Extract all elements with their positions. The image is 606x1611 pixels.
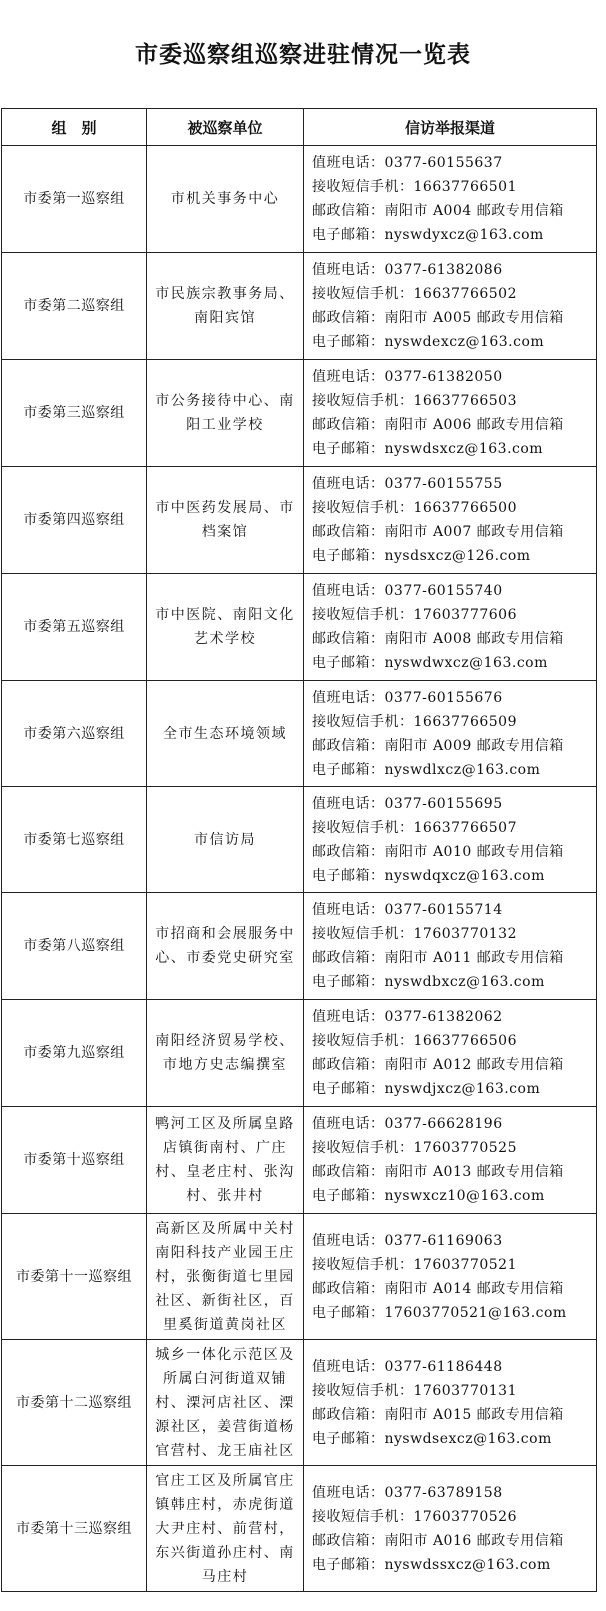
phone-label: 值班电话：: [312, 689, 385, 706]
email-value: nyswdssxcz@163.com: [384, 1556, 551, 1573]
email-value: 17603770521@163.com: [384, 1304, 567, 1321]
unit-cell: 高新区及所属中关村南阳科技产业园王庄村，张衡街道七里园社区、新街社区，百里奚街道黄岗社区: [147, 1214, 304, 1340]
channel-cell: [304, 467, 597, 574]
sms-line: [312, 816, 592, 840]
channel-cell: [304, 1107, 597, 1214]
unit-cell: 城乡一体化示范区及所属白河街道双铺村、溧河店社区、溧源社区，姜营街道杨官营村、龙王庙社区: [147, 1340, 304, 1466]
sms-value: 16637766506: [413, 1033, 517, 1049]
unit-cell: 南阳经济贸易学校、市地方史志编撰室: [147, 1000, 304, 1107]
group-cell: 市委第一巡察组: [2, 146, 147, 253]
mail-value: 南阳市 A009 邮政专用信箱: [384, 737, 564, 754]
table-row: [2, 360, 597, 467]
phone-label: 值班电话：: [312, 155, 385, 171]
table-row: [2, 1000, 597, 1107]
sms-line: [312, 496, 592, 520]
phone-line: [312, 365, 592, 389]
table-row: [2, 253, 597, 360]
sms-line: [312, 175, 592, 199]
mail-line: [312, 1403, 592, 1427]
phone-label: 值班电话：: [312, 1484, 385, 1501]
phone-label: 值班电话：: [312, 262, 385, 278]
mail-value: 南阳市 A012 邮政专用信箱: [384, 1057, 564, 1073]
sms-label: 接收短信手机：: [312, 393, 414, 409]
header-unit: 被巡察单位: [147, 109, 304, 146]
unit-cell: 全市生态环境领域: [147, 681, 304, 787]
group-cell: 市委第十巡察组: [2, 1107, 147, 1214]
mail-label: 邮政信箱：: [312, 524, 385, 540]
email-value: nyswdlxcz@163.com: [384, 761, 541, 778]
email-value: nysdsxcz@126.com: [384, 548, 531, 564]
phone-value: 0377-60155755: [384, 476, 503, 492]
phone-label: 值班电话：: [312, 476, 385, 492]
group-cell: 市委第十一巡察组: [2, 1214, 147, 1340]
email-line: [312, 758, 592, 782]
email-line: [312, 970, 592, 994]
mail-label: 邮政信箱：: [312, 1406, 385, 1423]
mail-value: 南阳市 A008 邮政专用信箱: [384, 631, 564, 647]
email-label: 电子邮箱：: [312, 1304, 385, 1321]
sms-label: 接收短信手机：: [312, 500, 414, 516]
sms-label: 接收短信手机：: [312, 713, 414, 730]
sms-value: 16637766507: [413, 819, 517, 836]
mail-line: [312, 1529, 592, 1553]
sms-label: 接收短信手机：: [312, 179, 414, 195]
sms-value: 17603777606: [413, 607, 517, 623]
phone-label: 值班电话：: [312, 1358, 385, 1375]
mail-label: 邮政信箱：: [312, 417, 385, 433]
table-row: [2, 1466, 597, 1592]
email-label: 电子邮箱：: [312, 974, 385, 990]
unit-cell: 市民族宗教事务局、南阳宾馆: [147, 253, 304, 360]
phone-label: 值班电话：: [312, 902, 385, 918]
sms-line: [312, 710, 592, 734]
email-line: [312, 864, 592, 888]
sms-value: 17603770526: [413, 1508, 517, 1525]
phone-label: 值班电话：: [312, 1009, 385, 1025]
unit-cell: 市信访局: [147, 787, 304, 893]
phone-line: [312, 792, 592, 816]
mail-line: [312, 199, 592, 223]
group-cell: 市委第九巡察组: [2, 1000, 147, 1107]
email-value: nyswdqxcz@163.com: [384, 867, 545, 884]
mail-value: 南阳市 A010 邮政专用信箱: [384, 843, 564, 860]
channel-cell: [304, 360, 597, 467]
email-label: 电子邮箱：: [312, 655, 385, 671]
unit-cell: 市中医药发展局、市档案馆: [147, 467, 304, 574]
group-cell: 市委第二巡察组: [2, 253, 147, 360]
sms-label: 接收短信手机：: [312, 1382, 414, 1399]
email-label: 电子邮箱：: [312, 334, 385, 350]
phone-value: 0377-61169063: [384, 1232, 503, 1249]
mail-line: [312, 306, 592, 330]
channel-cell: [304, 1466, 597, 1592]
phone-label: 值班电话：: [312, 583, 385, 599]
sms-label: 接收短信手机：: [312, 607, 414, 623]
header-row: [2, 109, 597, 146]
email-label: 电子邮箱：: [312, 548, 385, 564]
mail-line: [312, 413, 592, 437]
sms-value: 17603770132: [413, 926, 517, 942]
unit-cell: 鸭河工区及所属皇路店镇街南村、广庄村、皇老庄村、张沟村、张井村: [147, 1107, 304, 1214]
phone-value: 0377-60155676: [384, 689, 503, 706]
group-cell: 市委第十二巡察组: [2, 1340, 147, 1466]
phone-line: [312, 579, 592, 603]
phone-label: 值班电话：: [312, 369, 385, 385]
table-row: [2, 574, 597, 681]
sms-label: 接收短信手机：: [312, 286, 414, 302]
mail-value: 南阳市 A011 邮政专用信箱: [384, 950, 564, 966]
phone-line: [312, 1481, 592, 1505]
sms-value: 17603770521: [413, 1256, 517, 1273]
sms-value: 16637766509: [413, 713, 517, 730]
mail-value: 南阳市 A016 邮政专用信箱: [384, 1532, 564, 1549]
table-row: [2, 1214, 597, 1340]
email-label: 电子邮箱：: [312, 761, 385, 778]
email-line: [312, 651, 592, 675]
mail-label: 邮政信箱：: [312, 1280, 385, 1297]
group-cell: 市委第十三巡察组: [2, 1466, 147, 1592]
email-value: nyswdwxcz@163.com: [384, 655, 548, 671]
phone-line: [312, 1355, 592, 1379]
sms-line: [312, 1253, 592, 1277]
email-line: [312, 544, 592, 568]
unit-cell: 市招商和会展服务中心、市委党史研究室: [147, 893, 304, 1000]
sms-line: [312, 389, 592, 413]
channel-cell: [304, 893, 597, 1000]
email-line: [312, 223, 592, 247]
mail-line: [312, 1160, 592, 1184]
mail-value: 南阳市 A014 邮政专用信箱: [384, 1280, 564, 1297]
patrol-table: [1, 108, 597, 1592]
table-row: [2, 146, 597, 253]
sms-line: [312, 282, 592, 306]
channel-cell: [304, 1340, 597, 1466]
table-row: [2, 893, 597, 1000]
group-cell: 市委第六巡察组: [2, 681, 147, 787]
page-title: 市委巡察组巡察进驻情况一览表: [135, 41, 471, 68]
mail-line: [312, 734, 592, 758]
phone-line: [312, 898, 592, 922]
email-value: nyswdjxcz@163.com: [384, 1081, 541, 1097]
phone-label: 值班电话：: [312, 1232, 385, 1249]
mail-value: 南阳市 A015 邮政专用信箱: [384, 1406, 564, 1423]
sms-value: 16637766503: [413, 393, 517, 409]
email-value: nyswdsxcz@163.com: [384, 441, 544, 457]
email-line: [312, 1427, 592, 1451]
table-row: [2, 681, 597, 787]
mail-label: 邮政信箱：: [312, 737, 385, 754]
group-cell: 市委第七巡察组: [2, 787, 147, 893]
sms-line: [312, 1136, 592, 1160]
email-label: 电子邮箱：: [312, 441, 385, 457]
group-cell: 市委第四巡察组: [2, 467, 147, 574]
phone-value: 0377-60155695: [384, 795, 503, 812]
phone-value: 0377-66628196: [384, 1116, 503, 1132]
sms-label: 接收短信手机：: [312, 1140, 414, 1156]
mail-line: [312, 520, 592, 544]
phone-label: 值班电话：: [312, 795, 385, 812]
sms-line: [312, 1029, 592, 1053]
phone-line: [312, 686, 592, 710]
email-label: 电子邮箱：: [312, 1081, 385, 1097]
channel-cell: [304, 787, 597, 893]
mail-label: 邮政信箱：: [312, 1164, 385, 1180]
mail-line: [312, 1277, 592, 1301]
email-value: nyswxcz10@163.com: [384, 1188, 545, 1204]
phone-line: [312, 151, 592, 175]
channel-cell: [304, 253, 597, 360]
phone-line: [312, 1005, 592, 1029]
phone-label: 值班电话：: [312, 1116, 385, 1132]
mail-label: 邮政信箱：: [312, 310, 385, 326]
email-label: 电子邮箱：: [312, 1556, 385, 1573]
channel-cell: [304, 146, 597, 253]
email-line: [312, 1184, 592, 1208]
table-row: [2, 1340, 597, 1466]
sms-value: 16637766500: [413, 500, 517, 516]
group-cell: 市委第八巡察组: [2, 893, 147, 1000]
email-label: 电子邮箱：: [312, 227, 385, 243]
email-value: nyswdsexcz@163.com: [384, 1430, 552, 1447]
phone-value: 0377-61186448: [384, 1358, 503, 1375]
mail-value: 南阳市 A007 邮政专用信箱: [384, 524, 564, 540]
sms-line: [312, 1505, 592, 1529]
unit-cell: 市中医院、南阳文化艺术学校: [147, 574, 304, 681]
mail-line: [312, 627, 592, 651]
sms-line: [312, 922, 592, 946]
sms-value: 17603770131: [413, 1382, 517, 1399]
header-group: 组 别: [2, 109, 147, 146]
mail-label: 邮政信箱：: [312, 843, 385, 860]
email-value: nyswdbxcz@163.com: [384, 974, 545, 990]
email-value: nyswdyxcz@163.com: [384, 227, 544, 243]
group-cell: 市委第五巡察组: [2, 574, 147, 681]
unit-cell: 市机关事务中心: [147, 146, 304, 253]
table-row: [2, 1107, 597, 1214]
mail-line: [312, 946, 592, 970]
mail-label: 邮政信箱：: [312, 203, 385, 219]
sms-label: 接收短信手机：: [312, 1033, 414, 1049]
sms-label: 接收短信手机：: [312, 926, 414, 942]
table-row: [2, 787, 597, 893]
phone-value: 0377-61382062: [384, 1009, 503, 1025]
email-line: [312, 1077, 592, 1101]
header-channel: 信访举报渠道: [304, 109, 597, 146]
channel-cell: [304, 1214, 597, 1340]
sms-value: 16637766501: [413, 179, 517, 195]
phone-value: 0377-60155714: [384, 902, 503, 918]
mail-value: 南阳市 A005 邮政专用信箱: [384, 310, 564, 326]
mail-value: 南阳市 A006 邮政专用信箱: [384, 417, 564, 433]
table-row: [2, 467, 597, 574]
mail-label: 邮政信箱：: [312, 631, 385, 647]
phone-line: [312, 1229, 592, 1253]
channel-cell: [304, 681, 597, 787]
phone-line: [312, 258, 592, 282]
mail-label: 邮政信箱：: [312, 950, 385, 966]
phone-value: 0377-63789158: [384, 1484, 503, 1501]
phone-value: 0377-61382086: [384, 262, 503, 278]
sms-line: [312, 603, 592, 627]
sms-label: 接收短信手机：: [312, 819, 414, 836]
mail-line: [312, 1053, 592, 1077]
phone-value: 0377-61382050: [384, 369, 503, 385]
mail-label: 邮政信箱：: [312, 1532, 385, 1549]
unit-cell: 官庄工区及所属官庄镇韩庄村，赤虎街道大尹庄村、前营村，东兴街道孙庄村、南马庄村: [147, 1466, 304, 1592]
sms-label: 接收短信手机：: [312, 1508, 414, 1525]
email-label: 电子邮箱：: [312, 1188, 385, 1204]
mail-line: [312, 840, 592, 864]
mail-value: 南阳市 A013 邮政专用信箱: [384, 1164, 564, 1180]
email-line: [312, 330, 592, 354]
sms-value: 17603770525: [413, 1140, 517, 1156]
email-line: [312, 437, 592, 461]
email-line: [312, 1553, 592, 1577]
mail-value: 南阳市 A004 邮政专用信箱: [384, 203, 564, 219]
sms-value: 16637766502: [413, 286, 517, 302]
channel-cell: [304, 574, 597, 681]
phone-value: 0377-60155637: [384, 155, 503, 171]
email-label: 电子邮箱：: [312, 867, 385, 884]
sms-label: 接收短信手机：: [312, 1256, 414, 1273]
sms-line: [312, 1379, 592, 1403]
phone-line: [312, 1112, 592, 1136]
mail-label: 邮政信箱：: [312, 1057, 385, 1073]
email-label: 电子邮箱：: [312, 1430, 385, 1447]
email-line: [312, 1301, 592, 1325]
email-value: nyswdexcz@163.com: [384, 334, 545, 350]
group-cell: 市委第三巡察组: [2, 360, 147, 467]
channel-cell: [304, 1000, 597, 1107]
phone-value: 0377-60155740: [384, 583, 503, 599]
unit-cell: 市公务接待中心、南阳工业学校: [147, 360, 304, 467]
phone-line: [312, 472, 592, 496]
